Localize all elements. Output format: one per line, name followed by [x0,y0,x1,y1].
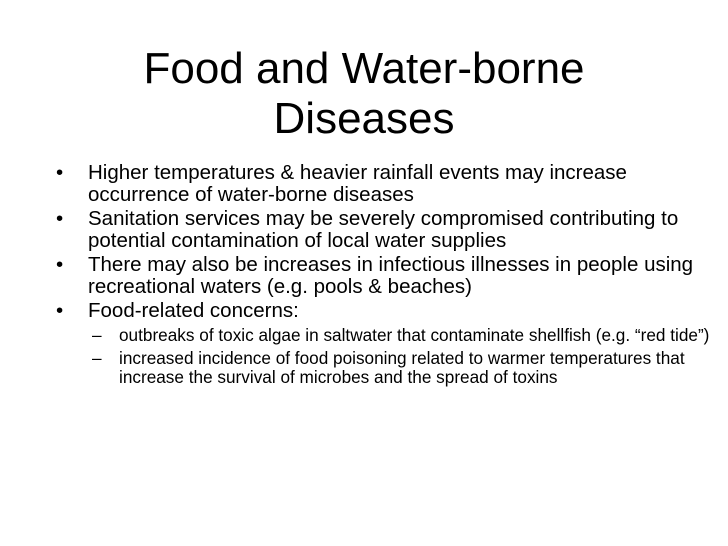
bullet-text: Higher temperatures & heavier rainfall events may increase occurrence of water-borne diseases [88,161,627,206]
bullet-item [56,208,716,251]
sub-bullet-item [56,326,716,345]
sub-bullet-text: increased incidence of food poisoning related to warmer temperatures that increase the survival of microbes and the spread of toxins [119,348,685,387]
bullet-icon: • [56,161,64,184]
bullet-item [56,254,716,297]
slide-title [0,44,728,144]
slide-title-line-1: Food and Water-borne [143,44,585,93]
bullet-icon: • [56,253,64,276]
slide-title-line-2: Diseases [273,94,455,143]
bullet-icon: • [56,207,64,230]
bullet-text: There may also be increases in infectious illnesses in people using recreational waters (e.g. pools & beaches) [88,253,694,298]
dash-icon: – [92,324,102,345]
bullet-item [56,162,716,205]
bullet-list [56,162,716,391]
dash-icon: – [92,348,102,368]
bullet-text: Food-related concerns: [88,299,299,322]
bullet-item [56,300,716,386]
sub-bullet-list [88,326,716,387]
bullet-icon: • [56,299,64,322]
bullet-text: Sanitation services may be severely compromised contributing to potential contamination of local water supplies [88,207,679,252]
sub-bullet-text: outbreaks of toxic algae in saltwater that contaminate shellfish (e.g. “red tide”) [119,324,710,345]
sub-bullet-item [56,349,716,386]
